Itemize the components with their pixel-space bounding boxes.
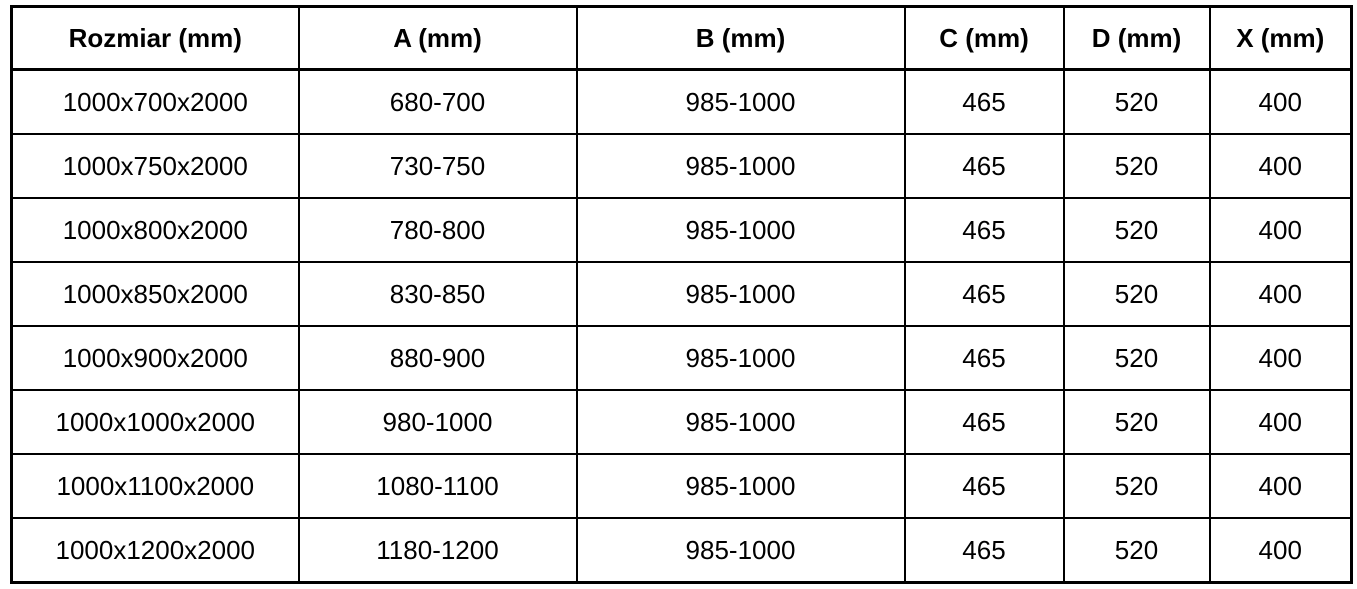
cell-b: 985-1000 xyxy=(577,390,905,454)
cell-a: 830-850 xyxy=(299,262,577,326)
cell-b: 985-1000 xyxy=(577,70,905,135)
table-row xyxy=(12,70,1352,135)
cell-d: 520 xyxy=(1064,198,1210,262)
column-header-a: A (mm) xyxy=(299,7,577,70)
cell-d: 520 xyxy=(1064,70,1210,135)
cell-a: 880-900 xyxy=(299,326,577,390)
cell-rozmiar: 1000x800x2000 xyxy=(12,198,299,262)
cell-d: 520 xyxy=(1064,326,1210,390)
cell-x: 400 xyxy=(1210,134,1352,198)
table-row xyxy=(12,262,1352,326)
table-row xyxy=(12,326,1352,390)
cell-d: 520 xyxy=(1064,518,1210,583)
cell-c: 465 xyxy=(905,326,1064,390)
cell-b: 985-1000 xyxy=(577,326,905,390)
cell-rozmiar: 1000x1000x2000 xyxy=(12,390,299,454)
table-row xyxy=(12,198,1352,262)
cell-a: 680-700 xyxy=(299,70,577,135)
cell-b: 985-1000 xyxy=(577,518,905,583)
cell-d: 520 xyxy=(1064,390,1210,454)
cell-b: 985-1000 xyxy=(577,454,905,518)
table-row xyxy=(12,390,1352,454)
table-row xyxy=(12,454,1352,518)
column-header-c: C (mm) xyxy=(905,7,1064,70)
cell-c: 465 xyxy=(905,70,1064,135)
column-header-b: B (mm) xyxy=(577,7,905,70)
cell-d: 520 xyxy=(1064,454,1210,518)
cell-a: 780-800 xyxy=(299,198,577,262)
cell-rozmiar: 1000x850x2000 xyxy=(12,262,299,326)
spec-table xyxy=(10,5,1353,584)
cell-c: 465 xyxy=(905,134,1064,198)
cell-x: 400 xyxy=(1210,262,1352,326)
cell-x: 400 xyxy=(1210,390,1352,454)
cell-rozmiar: 1000x1100x2000 xyxy=(12,454,299,518)
cell-b: 985-1000 xyxy=(577,262,905,326)
column-header-x: X (mm) xyxy=(1210,7,1352,70)
cell-c: 465 xyxy=(905,518,1064,583)
cell-rozmiar: 1000x750x2000 xyxy=(12,134,299,198)
cell-x: 400 xyxy=(1210,70,1352,135)
table-row xyxy=(12,518,1352,583)
cell-x: 400 xyxy=(1210,454,1352,518)
cell-rozmiar: 1000x1200x2000 xyxy=(12,518,299,583)
cell-rozmiar: 1000x900x2000 xyxy=(12,326,299,390)
cell-c: 465 xyxy=(905,198,1064,262)
cell-c: 465 xyxy=(905,262,1064,326)
cell-x: 400 xyxy=(1210,518,1352,583)
cell-d: 520 xyxy=(1064,134,1210,198)
cell-d: 520 xyxy=(1064,262,1210,326)
cell-c: 465 xyxy=(905,454,1064,518)
cell-c: 465 xyxy=(905,390,1064,454)
column-header-rozmiar: Rozmiar (mm) xyxy=(12,7,299,70)
cell-a: 730-750 xyxy=(299,134,577,198)
column-header-d: D (mm) xyxy=(1064,7,1210,70)
cell-rozmiar: 1000x700x2000 xyxy=(12,70,299,135)
cell-x: 400 xyxy=(1210,326,1352,390)
cell-a: 1080-1100 xyxy=(299,454,577,518)
header-row xyxy=(12,7,1352,70)
cell-a: 980-1000 xyxy=(299,390,577,454)
cell-b: 985-1000 xyxy=(577,198,905,262)
cell-x: 400 xyxy=(1210,198,1352,262)
cell-a: 1180-1200 xyxy=(299,518,577,583)
cell-b: 985-1000 xyxy=(577,134,905,198)
table-row xyxy=(12,134,1352,198)
